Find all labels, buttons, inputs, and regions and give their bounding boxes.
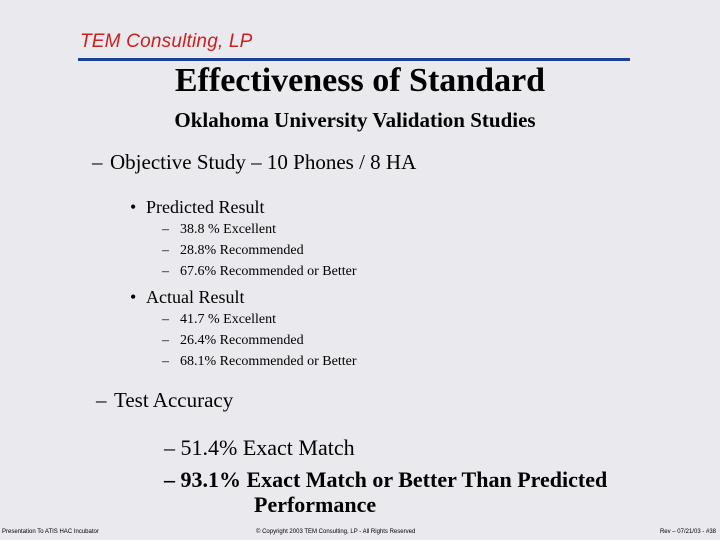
actual-item-text: 26.4% Recommended (180, 333, 304, 348)
actual-heading-text: Actual Result (146, 287, 245, 307)
exact-better-line: – 93.1% Exact Match or Better Than Predicted (164, 467, 608, 492)
exact-match-line: – 51.4% Exact Match (164, 435, 355, 460)
test-accuracy-line (96, 388, 233, 413)
bullet-marker: • (130, 197, 137, 217)
dash-marker: – (162, 243, 169, 258)
dash-marker: – (162, 333, 169, 348)
predicted-item-text: 38.8 % Excellent (180, 222, 277, 237)
dash-marker: – (162, 264, 169, 279)
actual-item (162, 333, 304, 349)
actual-heading (130, 287, 244, 308)
objective-text: Objective Study – 10 Phones / 8 HA (110, 150, 417, 174)
predicted-heading (130, 197, 264, 218)
slide-subtitle: Oklahoma University Validation Studies (174, 108, 536, 132)
actual-item-text: 68.1% Recommended or Better (180, 354, 357, 369)
dash-marker: – (162, 312, 169, 327)
predicted-item-text: 28.8% Recommended (180, 243, 304, 258)
actual-item (162, 354, 357, 370)
actual-item (162, 312, 276, 328)
company-brand: TEM Consulting, LP (80, 31, 253, 52)
footer-right: Rev – 07/21/03 - #38 (659, 529, 716, 535)
bullet-marker: • (130, 287, 137, 307)
predicted-item (162, 222, 276, 238)
dash-marker: – (92, 150, 103, 174)
predicted-item (162, 243, 304, 259)
footer-center: © Copyright 2003 TEM Consulting, LP - All Rights Reserved (256, 529, 416, 535)
test-accuracy-text: Test Accuracy (114, 388, 234, 412)
exact-better-line-cont: Performance (254, 492, 377, 517)
footer-left: Presentation To ATIS HAC Incubator (2, 529, 99, 535)
dash-marker: – (162, 354, 169, 369)
predicted-heading-text: Predicted Result (146, 197, 265, 217)
header-rule (78, 58, 630, 61)
predicted-item (162, 264, 357, 280)
dash-marker: – (96, 388, 107, 412)
slide-title: Effectiveness of Standard (174, 62, 546, 99)
dash-marker: – (162, 222, 169, 237)
actual-item-text: 41.7 % Excellent (180, 312, 277, 327)
predicted-item-text: 67.6% Recommended or Better (180, 264, 357, 279)
objective-line (92, 150, 416, 175)
